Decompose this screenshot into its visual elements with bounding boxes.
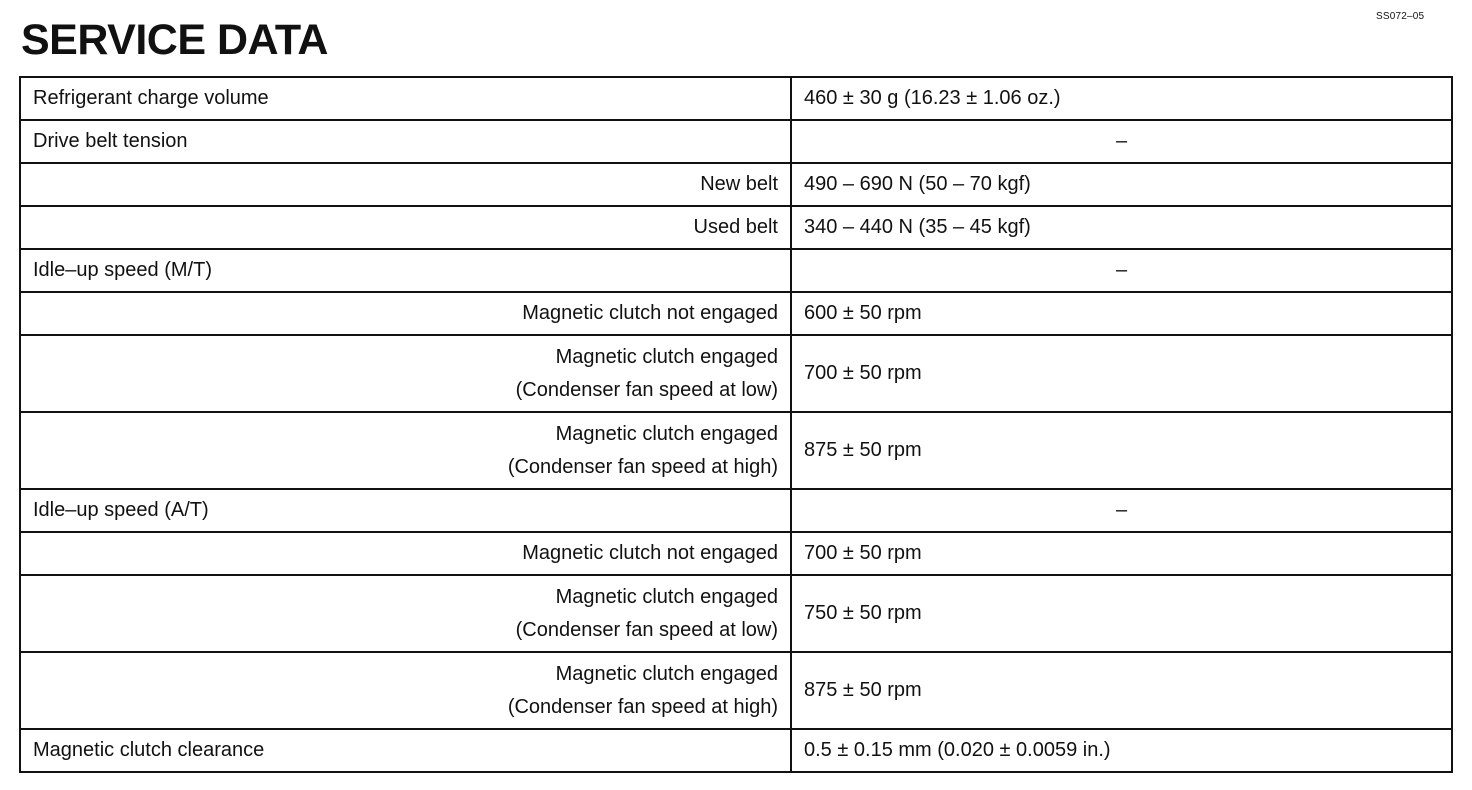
param-cell: Magnetic clutch not engaged — [20, 292, 791, 335]
value-cell: 490 – 690 N (50 – 70 kgf) — [791, 163, 1452, 206]
table-row — [20, 652, 1452, 729]
page-title: SERVICE DATA — [21, 16, 328, 64]
param-cell: Used belt — [20, 206, 791, 249]
value-cell: 700 ± 50 rpm — [791, 532, 1452, 575]
param-cell: New belt — [20, 163, 791, 206]
table-row — [20, 292, 1452, 335]
param-line-1: Magnetic clutch engaged — [555, 345, 778, 368]
param-line-1: Magnetic clutch engaged — [555, 662, 778, 685]
value-cell: 700 ± 50 rpm — [791, 335, 1452, 412]
table-row — [20, 532, 1452, 575]
table-row — [20, 206, 1452, 249]
param-line-1: Magnetic clutch engaged — [555, 422, 778, 445]
param-cell: Idle–up speed (A/T) — [20, 489, 791, 532]
param-cell: Magnetic clutch not engaged — [20, 532, 791, 575]
table-row — [20, 249, 1452, 292]
param-cell — [20, 575, 791, 652]
param-line-2: (Condenser fan speed at high) — [507, 695, 778, 718]
value-cell: 340 – 440 N (35 – 45 kgf) — [791, 206, 1452, 249]
value-cell: 460 ± 30 g (16.23 ± 1.06 oz.) — [791, 77, 1452, 120]
value-cell: – — [791, 489, 1452, 532]
param-cell — [20, 652, 791, 729]
table-row — [20, 489, 1452, 532]
param-line-2: (Condenser fan speed at low) — [515, 378, 778, 401]
service-data-table — [19, 76, 1453, 773]
param-cell: Drive belt tension — [20, 120, 791, 163]
param-line-2: (Condenser fan speed at low) — [515, 618, 778, 641]
value-cell: – — [791, 120, 1452, 163]
value-cell: 750 ± 50 rpm — [791, 575, 1452, 652]
param-cell: Magnetic clutch clearance — [20, 729, 791, 772]
param-cell — [20, 412, 791, 489]
param-cell: Refrigerant charge volume — [20, 77, 791, 120]
param-cell — [20, 335, 791, 412]
value-cell: 875 ± 50 rpm — [791, 652, 1452, 729]
table-row — [20, 412, 1452, 489]
table-row — [20, 335, 1452, 412]
table-row — [20, 120, 1452, 163]
value-cell: 0.5 ± 0.15 mm (0.020 ± 0.0059 in.) — [791, 729, 1452, 772]
table-row — [20, 575, 1452, 652]
param-line-2: (Condenser fan speed at high) — [507, 455, 778, 478]
param-cell: Idle–up speed (M/T) — [20, 249, 791, 292]
table-row — [20, 729, 1452, 772]
table-row — [20, 77, 1452, 120]
table-row — [20, 163, 1452, 206]
param-line-1: Magnetic clutch engaged — [555, 585, 778, 608]
value-cell: 875 ± 50 rpm — [791, 412, 1452, 489]
page-code: SS072–05 — [1376, 11, 1425, 22]
value-cell: – — [791, 249, 1452, 292]
value-cell: 600 ± 50 rpm — [791, 292, 1452, 335]
